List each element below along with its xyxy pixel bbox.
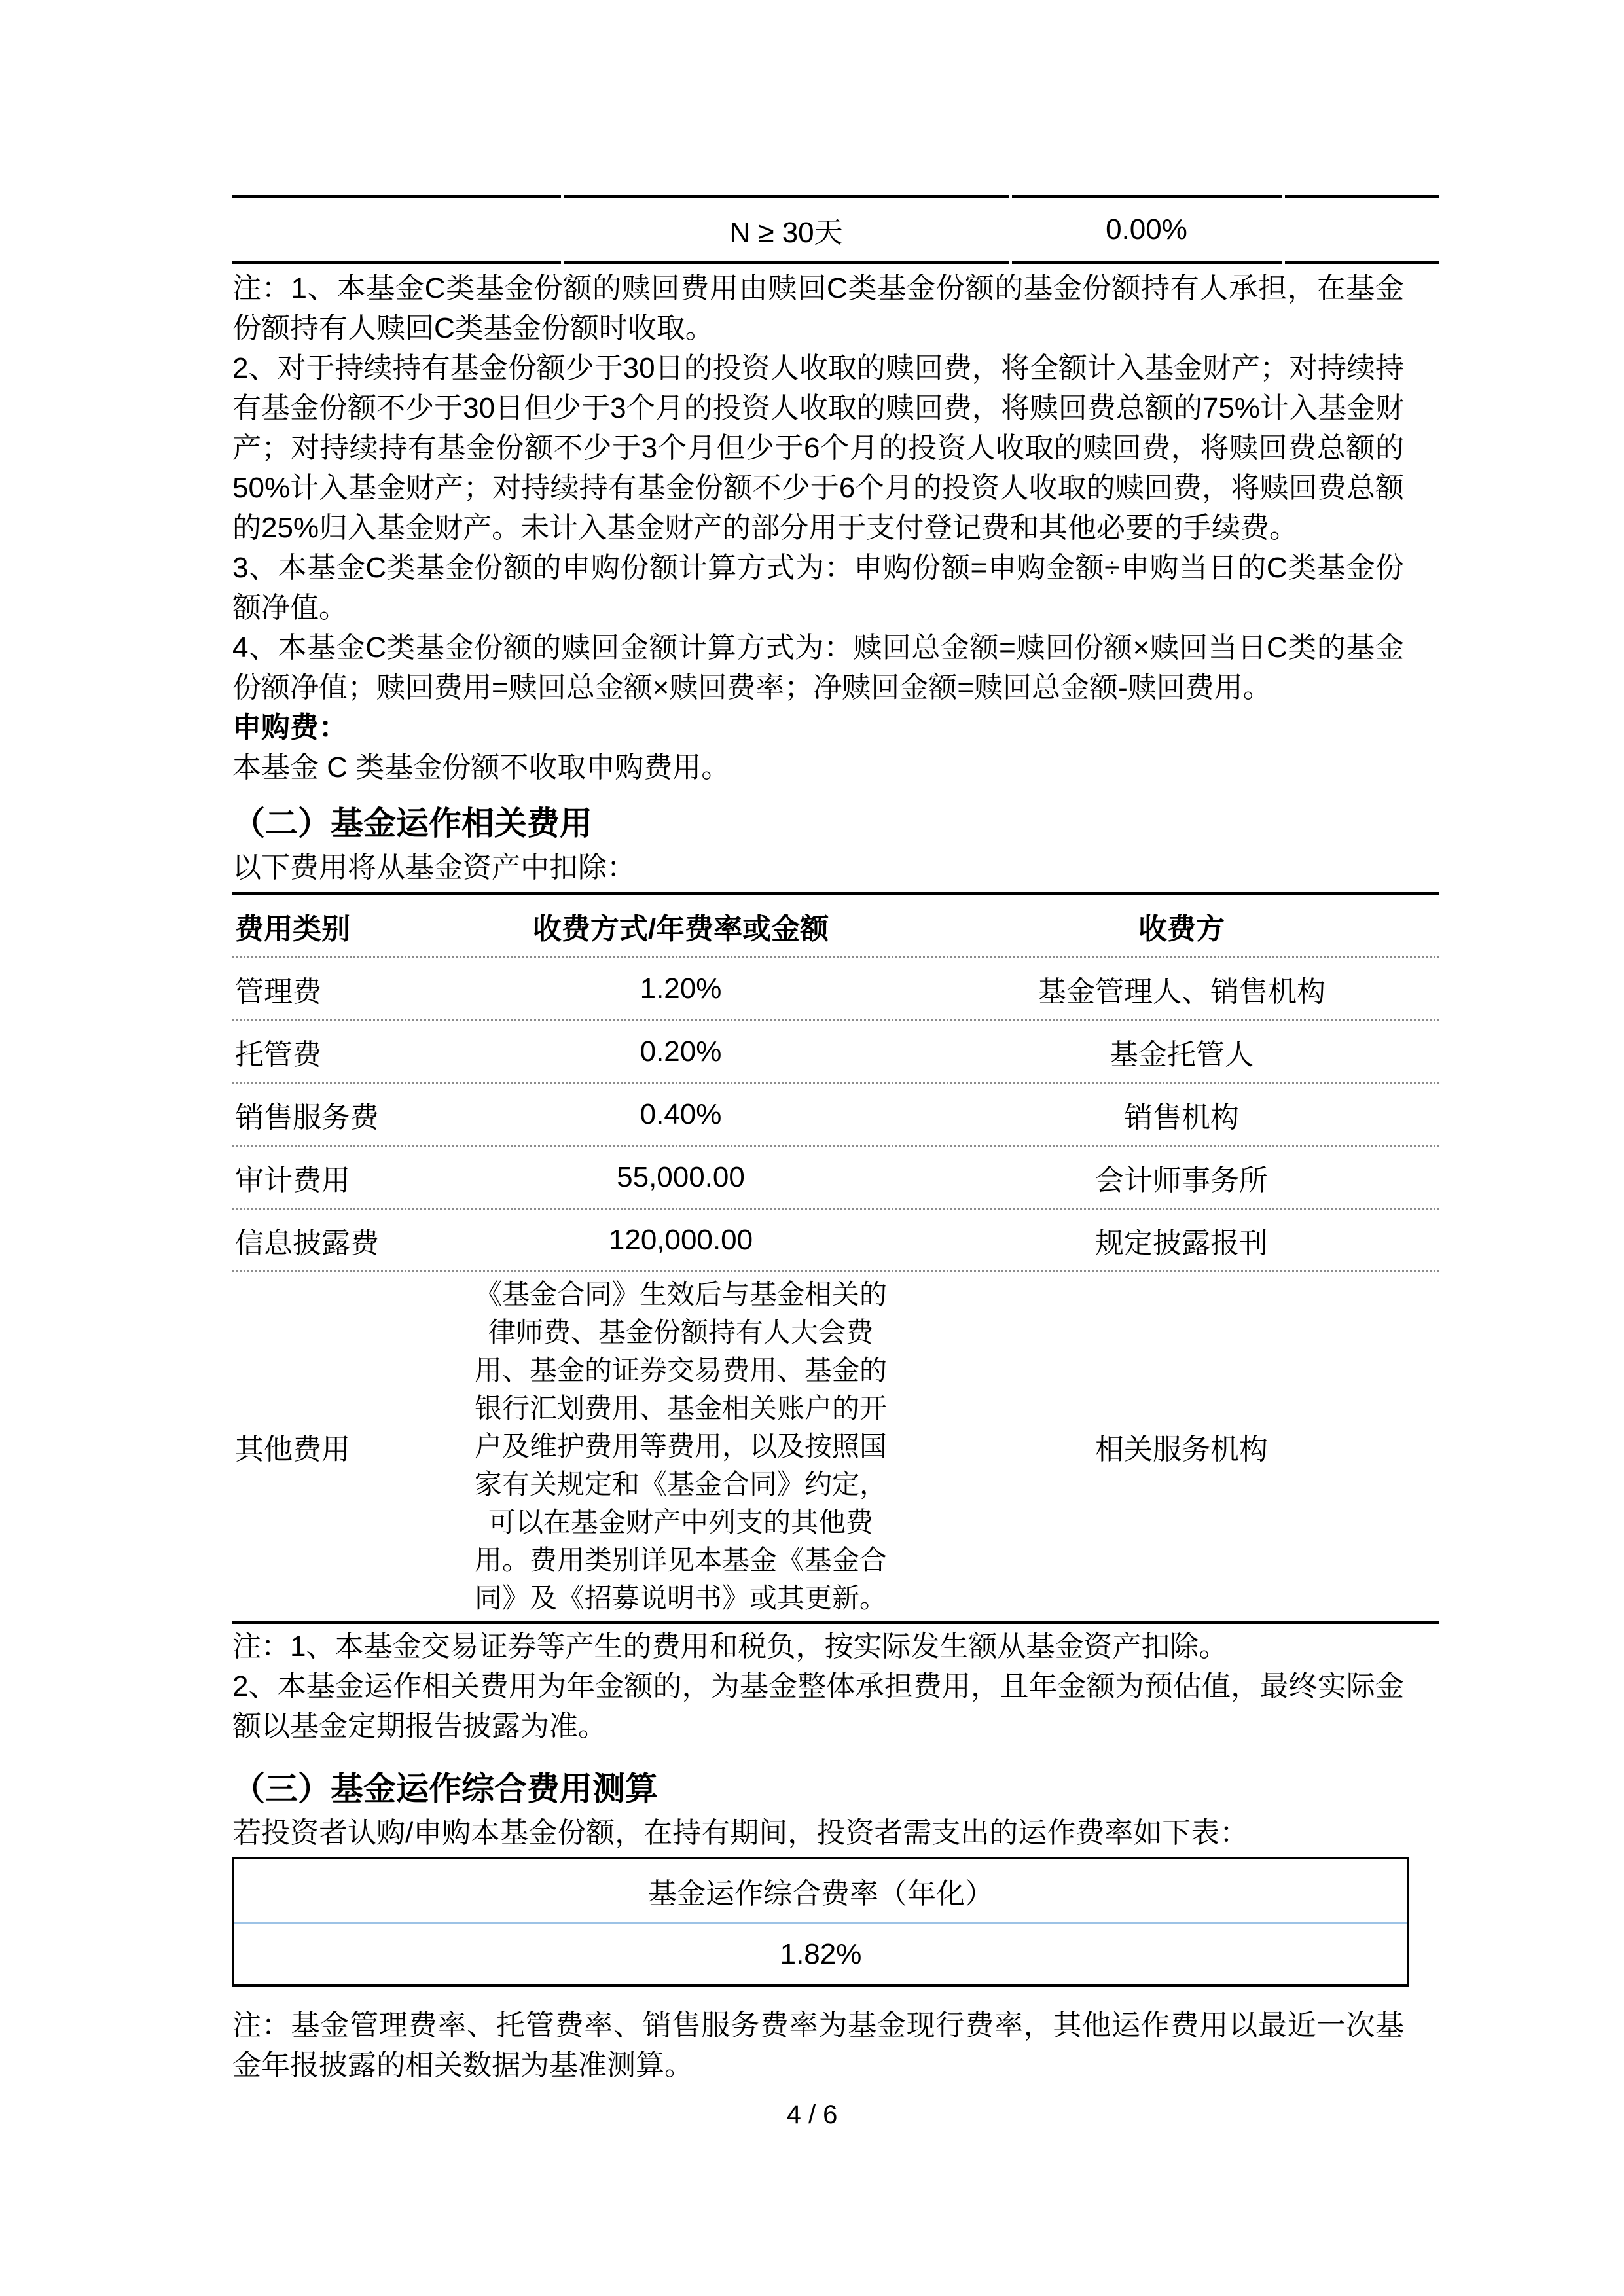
border-joint [1009,195,1012,198]
redemption-note-2: 2、对于持续持有基金份额少于30日的投资人收取的赎回费，将全额计入基金财产；对持续持有基金份额不少于30日但少于3个月的投资人收取的赎回费，将赎回费总额的75%计入基金财产；对持续持有基金份额不少于3个月但少于6个月的投资人收取的赎回费，将赎回费总额的50%计入基金财产；对持续持有基金份额不少于6个月的投资人收取的赎回费，将赎回费总额的25%归入基金财产。未计入基金财产的部分用于支付登记费和其他必要的手续费。 [232,352,1404,544]
fee-category-cell: 销售服务费 [235,1101,379,1134]
fee-category-cell: 管理费 [235,975,321,1008]
fee-category-cell: 审计费用 [235,1164,350,1196]
redemption-rate-cell: 0.00% [1106,213,1187,245]
column-header-category: 费用类别 [235,912,350,945]
border-joint [1009,261,1012,264]
fee-payee-cell: 相关服务机构 [1095,1433,1268,1465]
table-row [232,198,1439,261]
table-row-audit-fee [232,1145,1439,1208]
fee-payee-cell: 规定披露报刊 [1095,1227,1268,1259]
redemption-note-4: 4、本基金C类基金份额的赎回金额计算方式为：赎回总金额=赎回份额×赎回当日C类的基金份额净值；赎回费用=赎回总金额×赎回费率；净赎回金额=赎回总金额-赎回费用。 [232,632,1404,704]
fee-category-cell: 信息披露费 [235,1227,379,1259]
redemption-notes [232,268,1404,787]
border-joint [561,195,564,198]
fee-payee-cell: 会计师事务所 [1095,1164,1268,1196]
table-row-management-fee [232,956,1439,1019]
redemption-note-3: 3、本基金C类基金份额的申购份额计算方式为：申购份额=申购金额÷申购当日的C类基金份额净值。 [232,552,1404,624]
fee-description-cell: 《基金合同》生效后与基金相关的律师费、基金份额持有人大会费用、基金的证券交易费用、基金的银行汇划费用、基金相关账户的开户及维护费用等费用，以及按照国家有关规定和《基金合同》约定，可以在基金财产中列支的其他费用。费用类别详见本基金《基金合同》及《招募说明书》或其更新。 [474,1279,887,1613]
section3-title: （三）基金运作综合费用测算 [232,1770,658,1807]
composite-fee-value: 1.82% [780,1937,862,1970]
holding-period-cell: N ≥ 30天 [729,216,843,249]
fee-value-cell: 120,000.00 [608,1223,753,1256]
subscription-fee-text: 本基金 C 类基金份额不收取申购费用。 [232,751,731,783]
fee-payee-cell: 基金管理人、销售机构 [1038,975,1326,1008]
section2-intro: 以下费用将从基金资产中扣除： [232,852,636,884]
operating-fee-table [232,892,1439,1624]
fee-value-cell: 55,000.00 [617,1160,745,1193]
fee-payee-cell: 销售机构 [1124,1101,1239,1134]
page-number: 4 / 6 [786,2100,838,2129]
composite-fee-table [232,1857,1409,1987]
border-joint [561,261,564,264]
page-content [232,195,1439,2085]
column-header-payee: 收费方 [1138,912,1225,945]
section3-intro: 若投资者认购/申购本基金份额，在持有期间，投资者需支出的运作费率如下表： [232,1817,1249,1849]
border-joint [1282,195,1285,198]
border-joint [1282,261,1285,264]
table-row-sales-service-fee [232,1082,1439,1145]
fee-category-cell: 其他费用 [235,1433,350,1465]
operating-fee-note-2: 2、本基金运作相关费用为年金额的，为基金整体承担费用，且年金额为预估值，最终实际金额以基金定期报告披露为准。 [232,1670,1404,1742]
fee-value-cell: 1.20% [640,972,722,1005]
redemption-note-1: 注：1、本基金C类基金份额的赎回费用由赎回C类基金份额的基金份额持有人承担，在基金份额持有人赎回C类基金份额时收取。 [232,272,1404,344]
subscription-fee-heading: 申购费： [232,711,348,744]
table-row-other-fees [232,1270,1439,1621]
composite-fee-header: 基金运作综合费率（年化） [234,1859,1407,1924]
fee-payee-cell: 基金托管人 [1110,1038,1254,1071]
column-header-method: 收费方式/年费率或金额 [532,912,829,945]
table-row-disclosure-fee [232,1208,1439,1270]
redemption-fee-table-fragment [232,195,1439,264]
fee-category-cell: 托管费 [235,1038,321,1071]
section2-title: （二）基金运作相关费用 [232,805,592,842]
table-row-custody-fee [232,1019,1439,1082]
fee-value-cell: 0.20% [640,1035,722,1067]
fee-table-header-row [232,895,1439,956]
composite-fee-note: 注：基金管理费率、托管费率、销售服务费率为基金现行费率，其他运作费用以最近一次基金年报披露的相关数据为基准测算。 [232,2009,1404,2081]
fee-value-cell: 0.40% [640,1098,722,1130]
operating-fee-notes [232,1626,1404,1746]
operating-fee-note-1: 注：1、本基金交易证券等产生的费用和税负，按实际发生额从基金资产扣除。 [232,1630,1228,1662]
